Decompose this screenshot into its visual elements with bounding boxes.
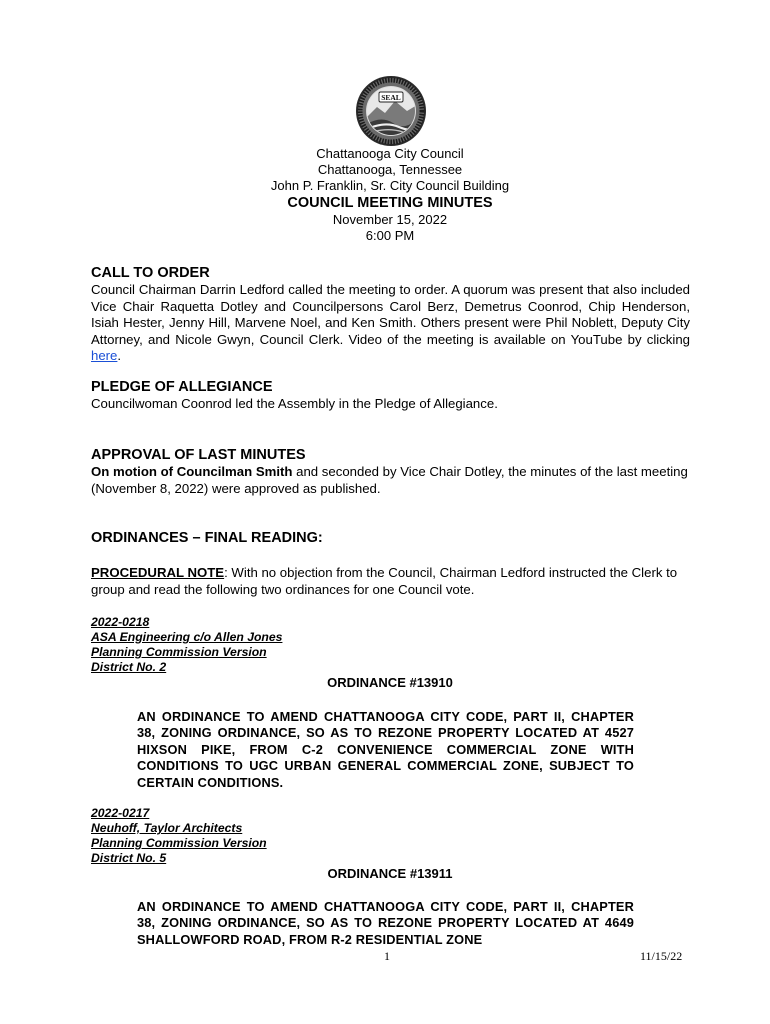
section-call-to-order [91, 264, 690, 365]
council-name: Chattanooga City Council [316, 146, 464, 161]
section-ordinances [91, 529, 690, 547]
paragraph-text: Council Chairman Darrin Ledford called the meeting to order. A quorum was present that also included Vice Chair Raquetta Dotley and Councilpersons Carol Berz, Demetrus Coonrod, Chip Henderson, Isiah Hester, Jenny Hill, Marvene Noel, and Ken Smith. Others present were Phil Noblett, Deputy City Attorney, and Nicole Gwyn, Council Clerk. Video of the meeting is available on YouTube by clicking [91, 282, 690, 347]
motion-text: and seconded by Vice Chair Dotley, the minutes of the last meeting (November 8, 2022) were approved as published. [91, 464, 688, 496]
case-applicant: ASA Engineering c/o Allen Jones [91, 630, 283, 644]
case-info [91, 615, 690, 675]
document-header [90, 146, 690, 244]
section-paragraph [91, 464, 690, 497]
procedural-note [91, 565, 690, 598]
case-number: 2022-0218 [91, 615, 150, 629]
section-heading: CALL TO ORDER [91, 265, 210, 281]
section-paragraph [91, 282, 690, 365]
section-pledge [91, 378, 690, 413]
case-district: District No. 2 [91, 660, 167, 674]
motion-lead: On motion of Councilman Smith [91, 464, 293, 479]
footer-date: 11/15/22 [640, 949, 683, 963]
ordinance-text: AN ORDINANCE TO AMEND CHATTANOOGA CITY CODE, PART II, CHAPTER 38, ZONING ORDINANCE, SO AS TO REZONE PROPERTY LOCATED AT 4649 SHALLOWFORD ROAD, FROM R-2 RESIDENTIAL ZONE [137, 899, 634, 947]
ordinance-text: AN ORDINANCE TO AMEND CHATTANOOGA CITY CODE, PART II, CHAPTER 38, ZONING ORDINANCE, SO AS TO REZONE PROPERTY LOCATED AT 4527 HIXSON PIKE, FROM C-2 CONVENIENCE COMMERCIAL ZONE WITH CONDITIONS TO UGC URBAN GENERAL COMMERCIAL ZONE, SUBJECT TO CERTAIN CONDITIONS. [137, 709, 634, 790]
paragraph-end: . [117, 348, 122, 364]
section-heading: PLEDGE OF ALLEGIANCE [91, 379, 273, 395]
section-approval [91, 446, 690, 497]
youtube-link[interactable]: here [91, 348, 118, 364]
case-applicant: Neuhoff, Taylor Architects [91, 821, 243, 835]
case-version: Planning Commission Version [91, 645, 267, 659]
note-label: PROCEDURAL NOTE [91, 565, 225, 580]
city-seal-logo [355, 75, 427, 147]
seal-icon [355, 75, 427, 147]
section-paragraph: Councilwoman Coonrod led the Assembly in the Pledge of Allegiance. [91, 396, 498, 411]
note-text: : With no objection from the Council, Chairman Ledford instructed the Clerk to group and read the following two ordinances for one Council vote. [91, 565, 678, 597]
case-district: District No. 5 [91, 851, 167, 865]
document-title: COUNCIL MEETING MINUTES [287, 195, 493, 211]
council-building: John P. Franklin, Sr. City Council Building [270, 178, 510, 193]
seal-label: SEAL [381, 93, 401, 102]
council-location: Chattanooga, Tennessee [317, 162, 463, 177]
ordinance-title: ORDINANCE #13910 [327, 675, 453, 690]
case-version: Planning Commission Version [91, 836, 267, 850]
meeting-time: 6:00 PM [365, 228, 415, 243]
section-heading: ORDINANCES – FINAL READING: [91, 530, 323, 546]
section-heading: APPROVAL OF LAST MINUTES [91, 447, 306, 463]
case-number: 2022-0217 [91, 806, 150, 820]
page-number: 1 [384, 949, 390, 963]
meeting-date: November 15, 2022 [332, 212, 448, 227]
case-info [91, 806, 690, 866]
ordinance-title: ORDINANCE #13911 [327, 866, 453, 881]
